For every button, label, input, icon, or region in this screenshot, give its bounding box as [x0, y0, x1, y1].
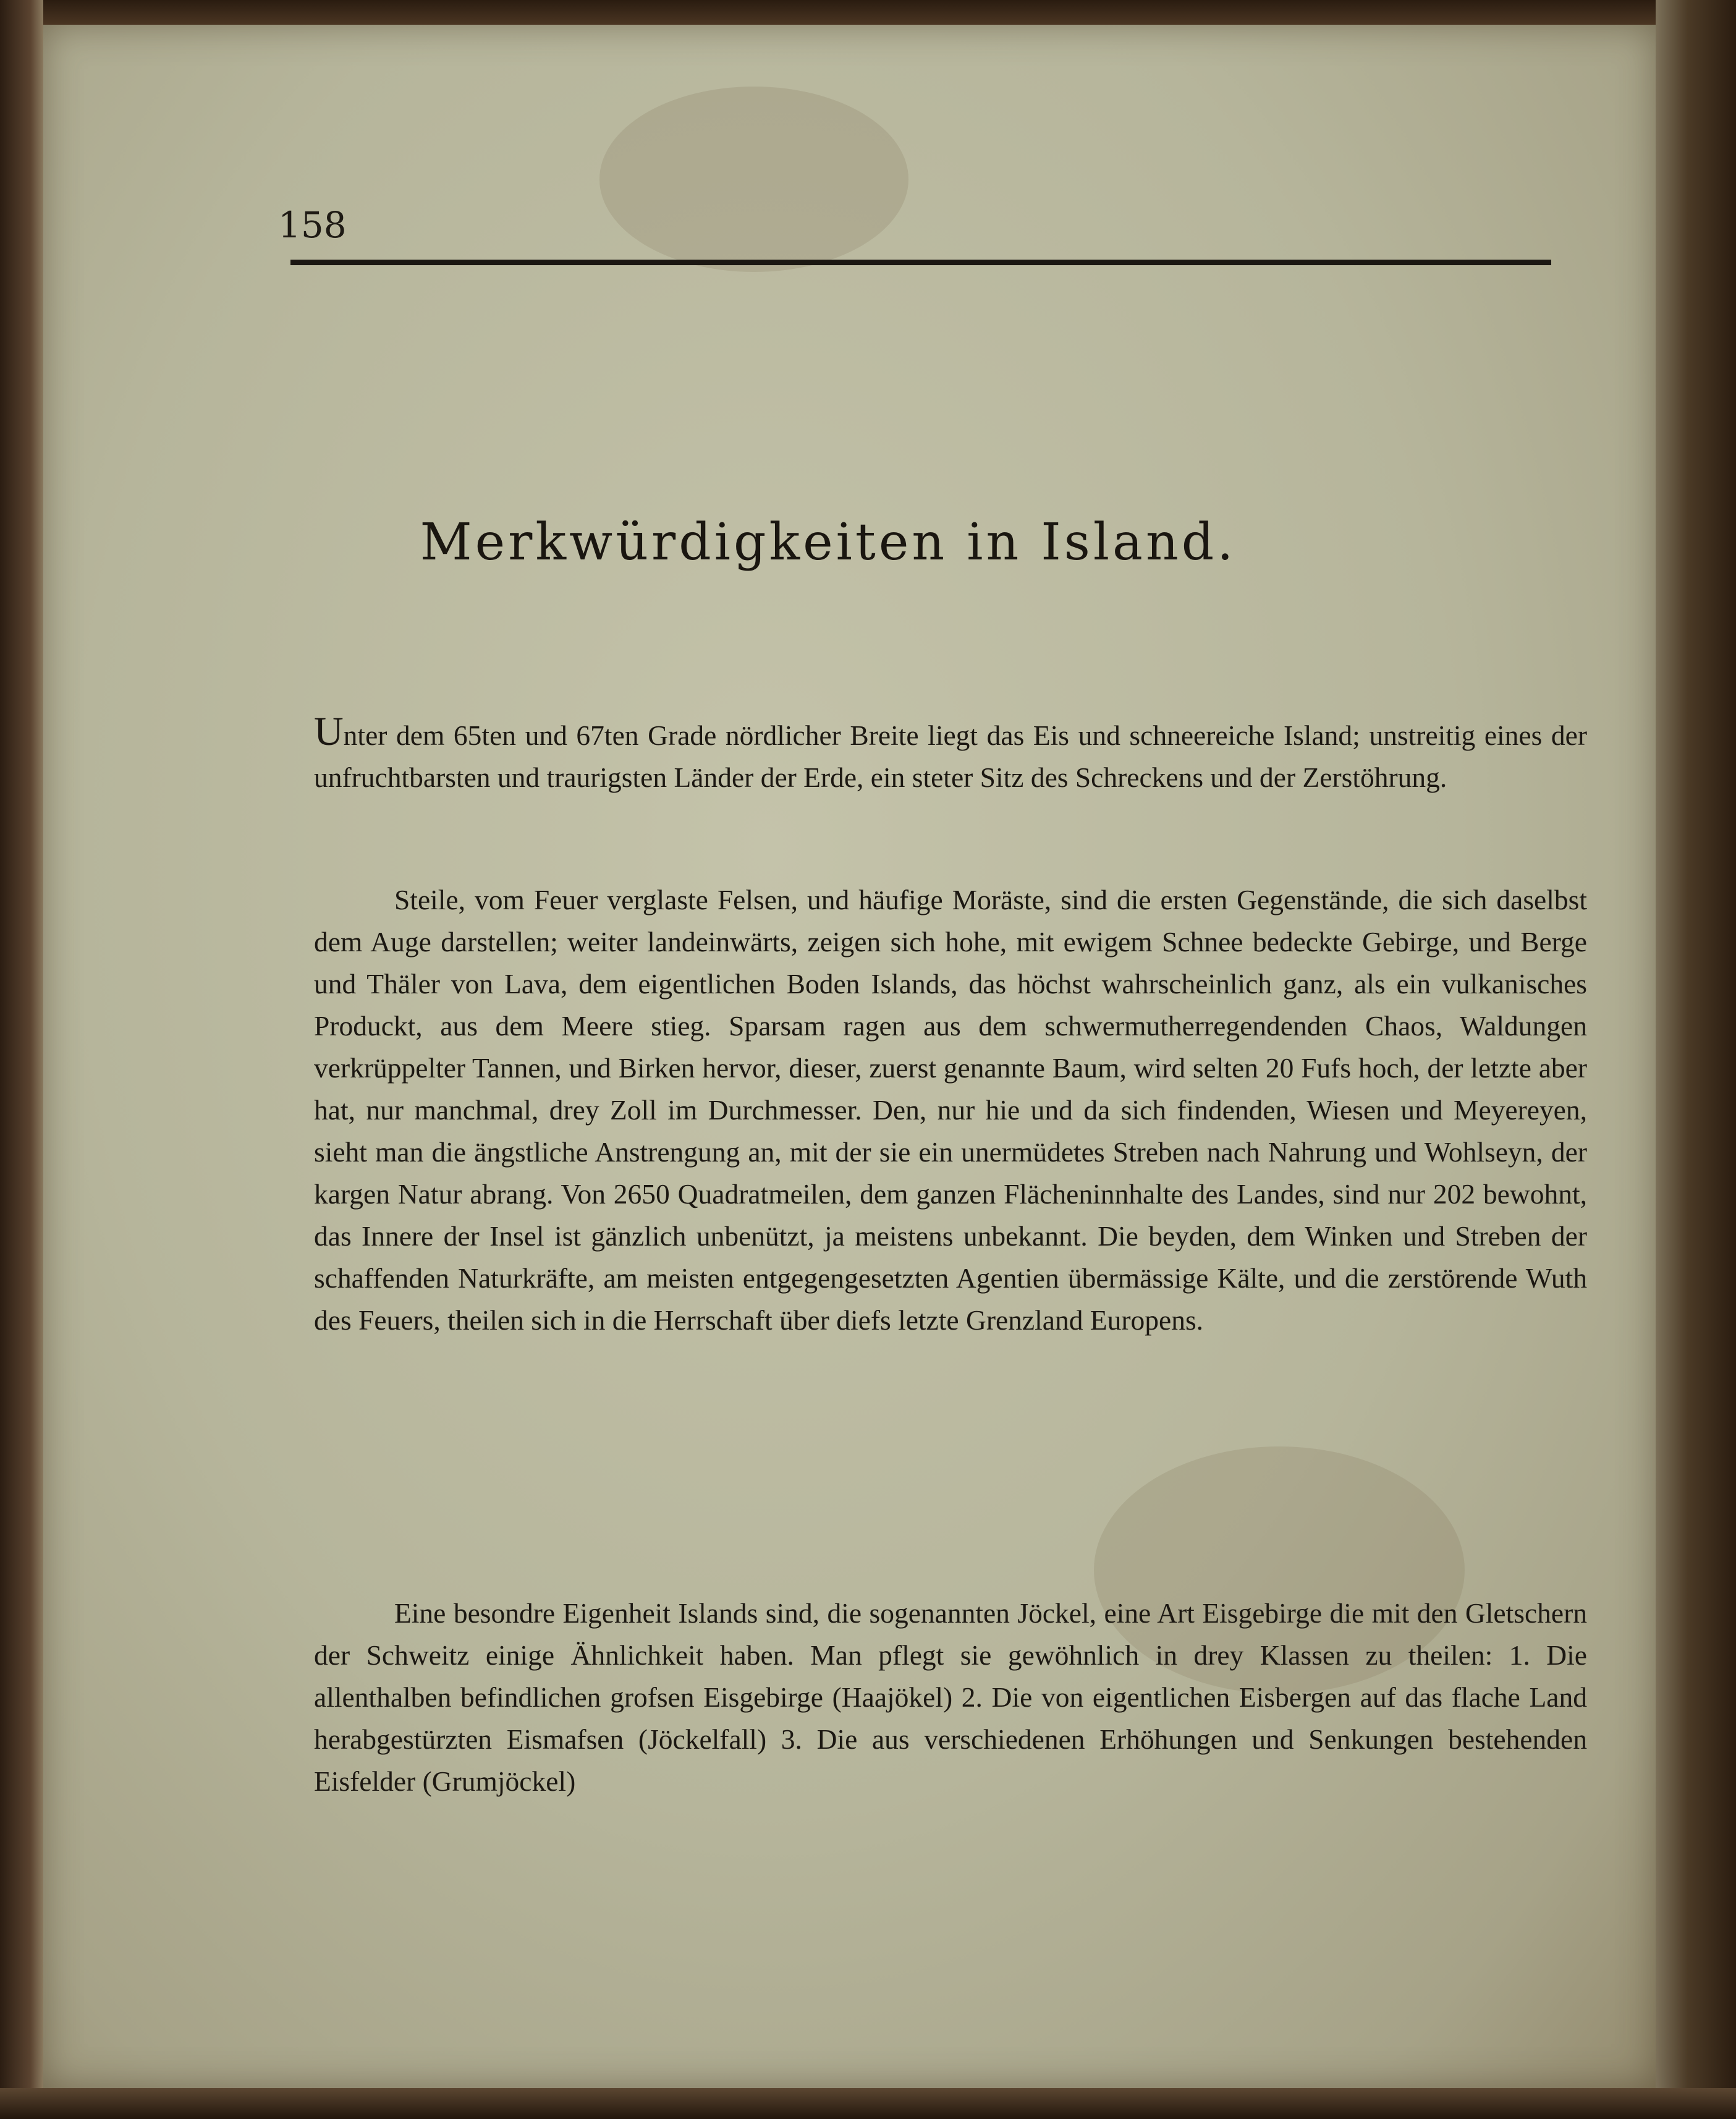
paragraph-1	[314, 711, 1587, 799]
paragraph-2	[314, 879, 1587, 1341]
header-rule	[290, 260, 1551, 265]
book-edge-right	[1656, 0, 1736, 2119]
page-number: 158	[278, 204, 347, 246]
book-edge-bottom	[0, 2088, 1736, 2119]
paragraph-text: Eine besondre Eigenheit Islands sind, die sogenannten Jöckel, eine Art Eisgebirge die mit den Gletschern der Schweitz einige Ähnlichkeit haben. Man pflegt sie gewöhnlich in drey Klassen zu theilen: 1. Die allenthalben befindlichen grofsen Eisgebirge (Haajökel) 2. Die von eigentlichen Eisbergen auf das flache Land herabgestürzten Eismafsen (Jöckelfall) 3. Die aus verschiedenen Erhöhungen und Senkungen bestehenden Eisfelder (Grumjöckel)	[314, 1597, 1587, 1797]
book-edge-left	[0, 0, 43, 2119]
paper-stain	[599, 87, 908, 272]
chapter-title: Merkwürdigkeiten in Island.	[420, 513, 1237, 572]
paragraph-text: Steile, vom Feuer verglaste Felsen, und häufige Moräste, sind die ersten Gegenstände, die sich daselbst dem Auge darstellen; weiter landeinwärts, zeigen sich hohe, mit ewigem Schnee bedeckte Gebirge, und Berge und Thäler von Lava, dem eigentlichen Boden Islands, das höchst wahrscheinlich ganz, als ein vulkanisches Produckt, aus dem Meere stieg. Sparsam ragen aus dem schwermutherregendenden Chaos, Waldungen verkrüppelter Tannen, und Birken hervor, dieser, zuerst genannte Baum, wird selten 20 Fufs hoch, der letzte aber hat, nur manchmal, drey Zoll im Durchmesser. Den, nur hie und da sich findenden, Wiesen und Meyereyen, sieht man die ängstliche Anstrengung an, mit der sie ein unermüdetes Streben nach Nahrung und Wohlseyn, der kargen Natur abrang. Von 2650 Quadratmeilen, dem ganzen Flächeninnhalte des Landes, sind nur 202 bewohnt, das Innere der Insel ist gänzlich unbenützt, ja meistens unbekannt. Die beyden, dem Winken und Streben der schaffenden Naturkräfte, am meisten entgegengesetzten Agentien übermässige Kälte, und die zerstörende Wuth des Feuers, theilen sich in die Herrschaft über diefs letzte Grenzland Europens.	[314, 884, 1587, 1336]
initial-letter: U	[314, 709, 344, 754]
paragraph-text: nter dem 65ten und 67ten Grade nördlicher Breite liegt das Eis und schneereiche Island; unstreitig eines der unfruchtbarsten und traurigsten Länder der Erde, ein steter Sitz des Schreckens und der Zerstöhrung.	[314, 720, 1587, 793]
paragraph-3	[314, 1592, 1587, 1803]
book-edge-top	[0, 0, 1736, 25]
